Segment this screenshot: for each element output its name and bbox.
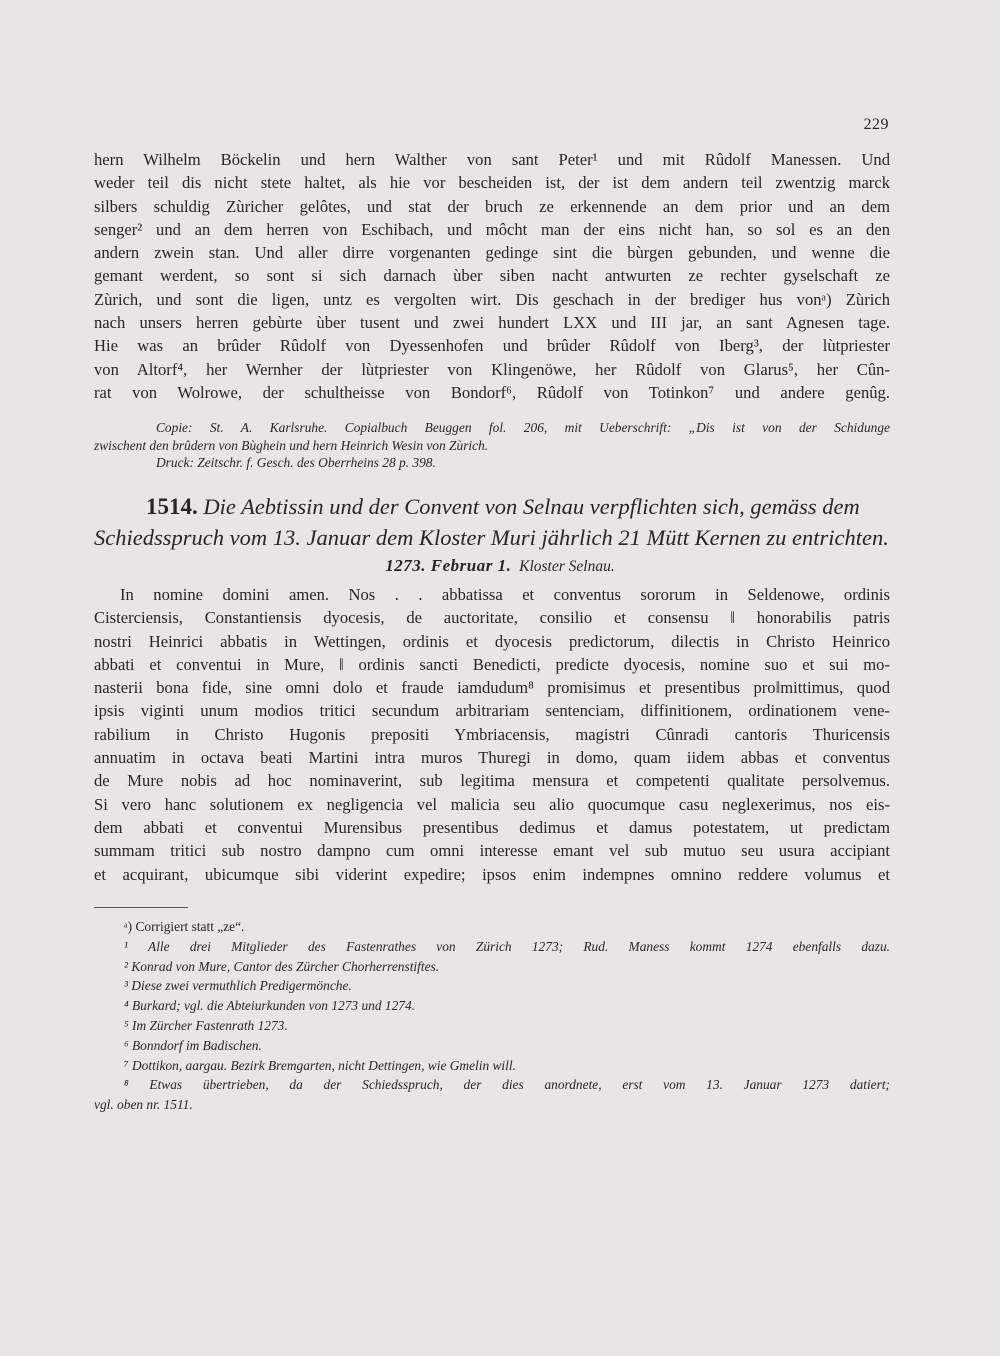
text-line: annuatim in octava beati Martini intra muros Thuregi in domo, quam iidem abbas et conventus xyxy=(94,748,890,768)
footnote: ³ Diese zwei vermuthlich Predigermönche. xyxy=(124,978,352,994)
footnote: vgl. oben nr. 1511. xyxy=(94,1097,193,1113)
dateline xyxy=(0,556,1000,576)
text-line: de Mure nobis ad hoc nominaverint, sub legitima mensura et competenti qualitate persolvemus. xyxy=(94,771,890,791)
text-line: andern zwein stan. Und aller dirre vorgenanten gedinge sint die bùrgen gebunden, und wenne die xyxy=(94,243,890,263)
text-line: ipsis viginti unum modios tritici secundum arbitrariam sentenciam, diffinitionem, ordinationem vene- xyxy=(94,701,890,721)
text-line: Cisterciensis, Constantiensis dyocesis, de auctoritate, consilio et consensu ‖ honorabilis patris xyxy=(94,608,890,628)
text-line: abbati et conventui in Mure, ‖ ordinis sancti Benedicti, predicte dyocesis, nomine suo et sui mo- xyxy=(94,654,890,674)
source-note-print: Druck: Zeitschr. f. Gesch. des Oberrheins 28 p. 398. xyxy=(156,455,436,471)
footnote: ⁷ Dottikon, aargau. Bezirk Bremgarten, nicht Dettingen, wie Gmelin will. xyxy=(124,1057,516,1073)
document-place: Kloster Selnau. xyxy=(519,558,615,575)
text-line: et acquirant, ubicumque sibi viderint expedire; ipsos enim indempnes omnino reddere volumus et xyxy=(94,864,890,884)
continuation-text xyxy=(94,148,890,404)
footnote: ᵃ) Corrigiert statt „ze“. xyxy=(124,919,245,934)
document-title-line1: Die Aebtissin und der Convent von Selnau verpflichten sich, gemäss dem xyxy=(203,494,860,519)
text-line: hern Wilhelm Böckelin und hern Walther von sant Peter¹ und mit Rûdolf Manessen. Und xyxy=(94,150,890,169)
text-line: nach unsers herren gebùrte ùber tusent und zwei hundert LXX und III jar, an sant Agnesen tage. xyxy=(94,313,890,333)
footnote: ⁵ Im Zürcher Fastenrath 1273. xyxy=(124,1017,288,1033)
document-date: 1273. Februar 1. xyxy=(385,556,512,575)
text-line: In nomine domini amen. Nos . . abbatissa et conventus sororum in Seldenowe, ordinis xyxy=(120,585,890,604)
footnote: ⁶ Bonndorf im Badischen. xyxy=(124,1037,262,1053)
source-notes xyxy=(94,419,890,472)
source-note-copy: Copie: St. A. Karlsruhe. Copialbuch Beuggen fol. 206, mit Ueberschrift: „Dis ist von der Schidunge xyxy=(156,420,890,435)
text-line: silbers schuldig Zùricher gelôtes, und stat der bruch ze erkennende an dem prior und an dem xyxy=(94,196,890,216)
source-note-copy-cont: zwischent den brûdern von Bùghein und hern Heinrich Wesin von Zùrich. xyxy=(94,437,489,453)
text-line: rat von Wolrowe, der schultheisse von Bondorf⁶, Rûdolf von Totinkon⁷ und andere genûg. xyxy=(94,382,890,402)
text-line: nasterii bona fide, sine omni dolo et fraude iamdudum⁸ promisimus et presentibus pro‖mittimus, quod xyxy=(94,678,890,698)
text-line: von Altorf⁴, her Wernher der lùtpriester von Klingenöwe, her Rûdolf von Glarus⁵, her Cûn- xyxy=(94,359,890,379)
document-heading xyxy=(94,492,890,553)
page-number: 229 xyxy=(863,116,889,133)
text-line: nostri Heinrici abbatis in Wettingen, ordinis et dyocesis predictorum, dilectis in Christo Heinrico xyxy=(94,631,890,651)
footnotes xyxy=(94,917,890,1115)
document-number: 1514. xyxy=(146,494,198,519)
footnote: ⁴ Burkard; vgl. die Abteiurkunden von 1273 und 1274. xyxy=(124,998,416,1014)
text-line: Si vero hanc solutionem ex negligencia vel malicia seu alio quocumque casu neglexerimus, nos eis- xyxy=(94,794,890,814)
footnote: ¹ Alle drei Mitglieder des Fastenrathes von Zürich 1273; Rud. Maness kommt 1274 ebenfalls dazu. xyxy=(124,938,890,954)
text-line: gemant werdent, so sont si sich darnach ùber siben nacht antwurten ze rechter gyselschaft ze xyxy=(94,266,890,286)
charter-body xyxy=(94,583,890,886)
footnote: ² Konrad von Mure, Cantor des Zürcher Chorherrenstiftes. xyxy=(124,958,440,974)
document-title-line2: Schiedsspruch vom 13. Januar dem Kloster Muri jährlich 21 Mütt Kernen zu entrichten. xyxy=(94,524,889,550)
text-line: rabilium in Christo Hugonis prepositi Ymbriacensis, magistri Cûnradi cantoris Thuricensis xyxy=(94,724,890,744)
text-line: dem abbati et conventui Murensibus presentibus dedimus et damus potestatem, ut predictam xyxy=(94,817,890,837)
footnote-divider xyxy=(94,907,188,908)
text-line: Hie was an brûder Rûdolf von Dyessenhofen und brûder Rûdolf von Iberg³, der lùtpriester xyxy=(94,336,890,356)
text-line: senger² und an dem herren von Eschibach, und môcht man der eins nicht han, so sol es an den xyxy=(94,219,890,239)
text-line: weder teil dis nicht stete haltet, als hie vor bescheiden ist, der ist dem andern teil zwentzig marck xyxy=(94,173,890,193)
text-line: summam tritici sub nostro dampno cum omni interesse emant vel sub mutuo seu usura accipiant xyxy=(94,841,890,861)
footnote: ⁸ Etwas übertrieben, da der Schiedsspruch, der dies anordnete, erst vom 13. Januar 1273 datiert; xyxy=(124,1077,890,1093)
text-line: Zùrich, und sont die ligen, untz es vergolten wirt. Dis geschach in der brediger hus vonᵃ) Zùrich xyxy=(94,289,890,309)
